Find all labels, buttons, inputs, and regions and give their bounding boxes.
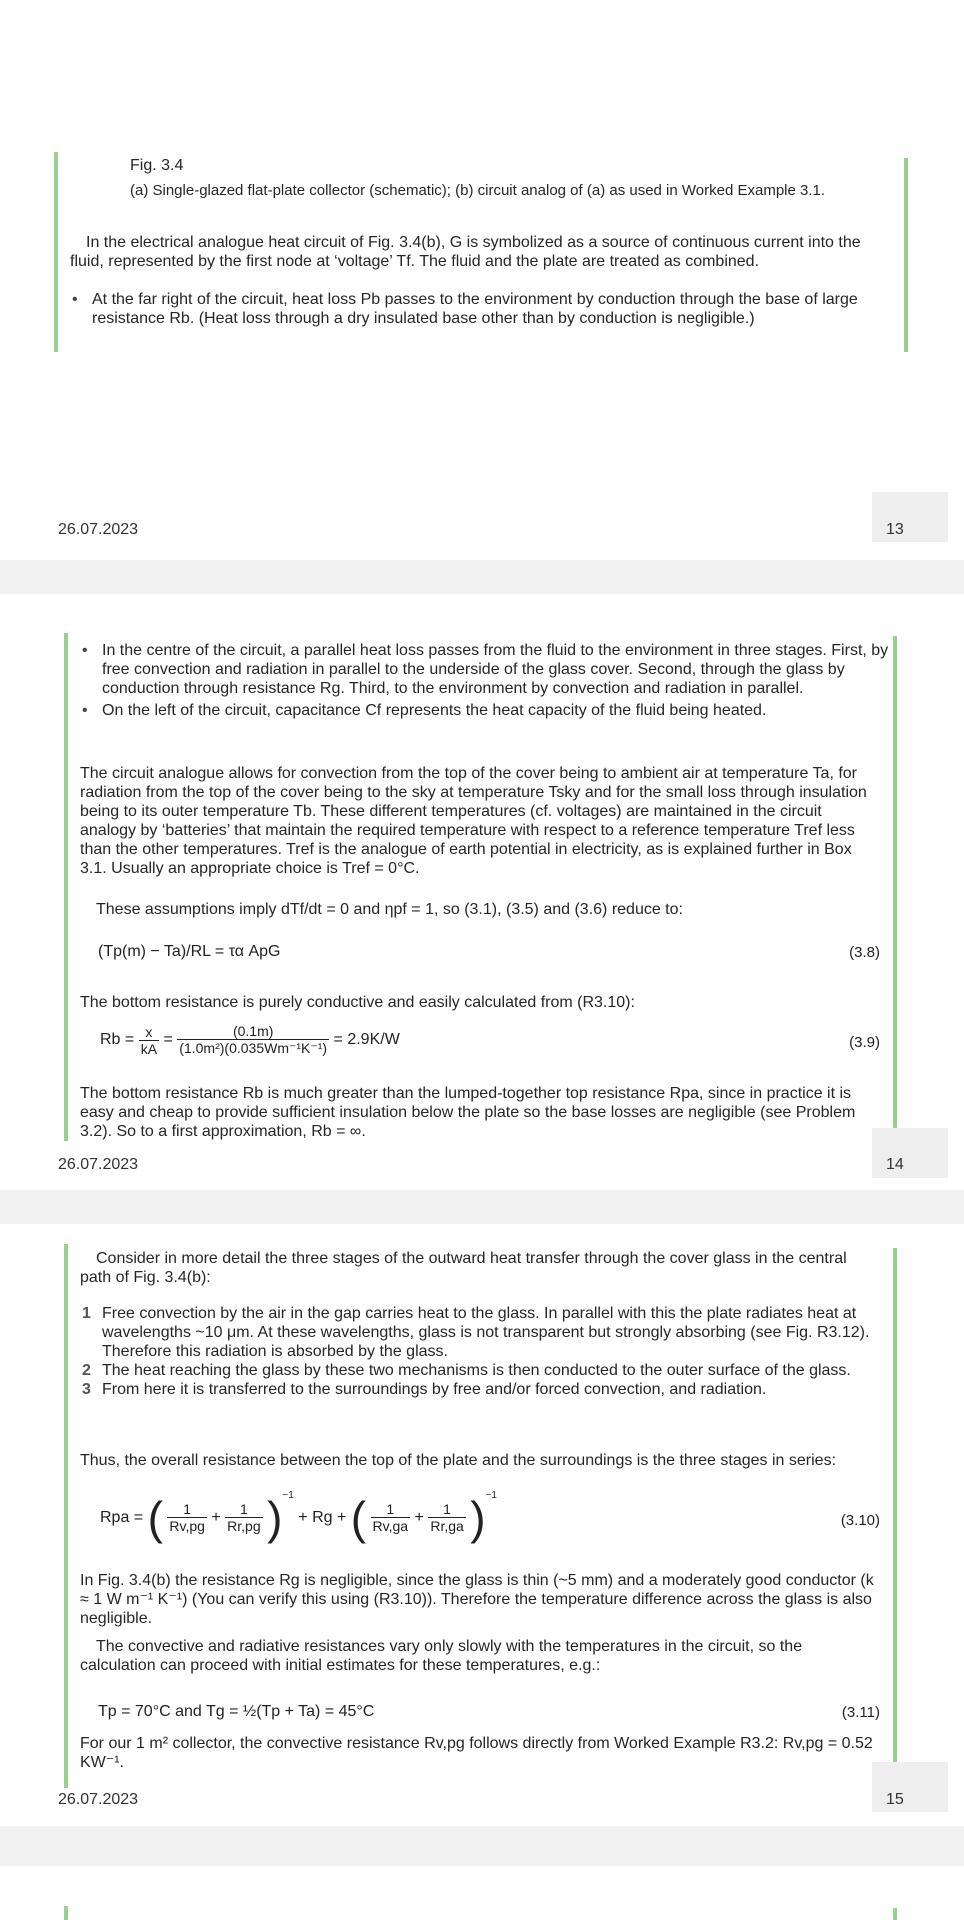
numerator: 1 <box>371 1501 411 1518</box>
equation-number: (3.9) <box>849 1034 880 1051</box>
page-number: 14 <box>886 1156 904 1173</box>
equation-number: (3.10) <box>840 1512 880 1529</box>
bullet-list <box>80 641 890 720</box>
page-number-box <box>872 1128 948 1178</box>
numerator: 1 <box>225 1501 262 1518</box>
slide-date: 26.07.2023 <box>58 1791 139 1808</box>
figure-label: Fig. 3.4 <box>130 157 184 174</box>
page-number-box <box>872 492 948 542</box>
fraction <box>428 1501 465 1534</box>
equation-3-11: Tp = 70°C and Tg = ½(Tp + Ta) = 45°C <box>98 1703 375 1720</box>
paragraph: The bottom resistance is purely conductive and easily calculated from (R3.10): <box>80 994 635 1011</box>
paragraph: Consider in more detail the three stages of the outward heat transfer through the cover glass in the central path of Fig. 3.4(b): <box>80 1250 847 1286</box>
slide-divider <box>0 1190 964 1224</box>
item-text: From here it is transferred to the surroundings by free and/or forced convection, and radiation. <box>102 1381 767 1398</box>
item-number: 2 <box>82 1362 91 1379</box>
denominator: Rr,pg <box>227 1518 261 1535</box>
denominator: kA <box>140 1040 158 1057</box>
exponent: −1 <box>282 1490 294 1501</box>
paragraph: In Fig. 3.4(b) the resistance Rg is negligible, since the glass is thin (~5 mm) and a moderately good conductor (k ≈ 1 W m⁻¹ K⁻¹) (You can verify this using (R3.10)). Therefore the temperature difference across the glass is also negligible. <box>80 1572 874 1627</box>
slide-divider <box>0 1826 964 1866</box>
list-item <box>80 1304 880 1361</box>
list-item <box>80 1361 880 1380</box>
denominator: Rr,ga <box>430 1518 464 1535</box>
item-text: Free convection by the air in the gap carries heat to the glass. In parallel with this the plate radiates heat at wavelengths ~10 μm. At these wavelengths, glass is not transparent but strongly absorbing (see Fig. R3.12). Therefore this radiation is absorbed by the glass. <box>102 1305 870 1360</box>
denominator: Rv,pg <box>169 1518 205 1535</box>
page-number: 13 <box>886 521 904 538</box>
bullet-item: • At the far right of the circuit, heat loss Pb passes to the environment by conduction through the base of large resistance Rb. (Heat loss through a dry insulated base other than by conduction is negligible.) <box>70 290 896 328</box>
numbered-list <box>80 1304 880 1399</box>
slide-divider <box>0 560 964 594</box>
figure-caption: (a) Single-glazed flat-plate collector (schematic); (b) circuit analog of (a) as used in Worked Example 3.1. <box>130 182 826 199</box>
paragraph: These assumptions imply dTf/dt = 0 and ηpf = 1, so (3.1), (3.5) and (3.6) reduce to: <box>96 901 683 918</box>
equation-number: (3.11) <box>841 1704 880 1721</box>
bullet-item: • In the centre of the circuit, a parallel heat loss passes from the fluid to the environment in three stages. First, by free convection and radiation in parallel to the underside of the glass cover. Second, through the glass by conduction through resistance Rg. Third, to the environment by convection and radiation in parallel. <box>80 641 890 698</box>
accent-bar-left <box>54 152 58 352</box>
slide-date: 26.07.2023 <box>58 521 139 538</box>
accent-bar-left <box>64 1244 68 1788</box>
equation-3-9: Rb = $\frac{x}{kA}$ = $\frac{(0.1m)}{\text{(1.0m²)(0.035Wm⁻¹K⁻¹)}}$ = 2.9K/W <box>100 1023 400 1057</box>
fraction <box>225 1501 262 1534</box>
fraction <box>167 1501 207 1534</box>
equation-3-10: Rpa = ( $\frac{1}{Rv,pg}$ + $\frac{1}{Rr,pg}$ )$^{-1}$ + Rg + ( $\frac{1}{Rv,ga}$ + $\frac{1}{Rr,ga}$ )$^{-1}$ <box>100 1490 497 1544</box>
paragraph: The bottom resistance Rb is much greater than the lumped-together top resistance Rpa, since in practice it is easy and cheap to provide sufficient insulation below the plate so the base losses are negligible (see Problem 3.2). So to a first approximation, Rb = ∞. <box>80 1085 856 1140</box>
eq-lhs: Rpa = <box>100 1509 144 1526</box>
numerator: 1 <box>167 1501 207 1518</box>
paragraph: The circuit analogue allows for convection from the top of the cover being to ambient air at temperature Ta, for radiation from the top of the cover being to the sky at temperature Tsky and for the small loss through insulation being to its outer temperature Tb. These different temperatures (cf. voltages) are maintained in the circuit analogy by ‘batteries’ that maintain the required temperature with respect to a reference temperature Tref less than the other temperatures. Tref is the analogue of earth potential in electricity, as is explained further in Box 3.1. Usually an appropriate choice is Tref = 0°C. <box>80 765 867 877</box>
accent-bar-right <box>893 1908 897 1920</box>
equation-3-8: (Tp(m) − Ta)/RL = τα ApG <box>98 943 281 960</box>
paragraph: Thus, the overall resistance between the top of the plate and the surroundings is the three stages in series: <box>80 1452 837 1469</box>
accent-bar-right <box>893 1248 897 1788</box>
denominator: (1.0m²)(0.035Wm⁻¹K⁻¹) <box>179 1040 328 1056</box>
numerator: x <box>139 1024 159 1041</box>
numerator: (0.1m) <box>177 1023 329 1040</box>
paragraph: For our 1 m² collector, the convective resistance Rv,pg follows directly from Worked Example R3.2: Rv,pg = 0.52 KW⁻¹. <box>80 1735 873 1771</box>
page-number-box <box>872 1762 948 1812</box>
fraction <box>177 1023 329 1057</box>
eq-rhs: = 2.9K/W <box>333 1031 400 1049</box>
fraction <box>371 1501 411 1534</box>
accent-bar-right <box>904 158 908 352</box>
list-item <box>80 1380 880 1399</box>
fraction <box>139 1024 159 1057</box>
accent-bar-left <box>64 1906 68 1920</box>
eq-lhs: Rb = <box>100 1031 135 1049</box>
exponent: −1 <box>485 1490 497 1501</box>
numerator: 1 <box>428 1501 465 1518</box>
slide-date: 26.07.2023 <box>58 1156 139 1173</box>
equation-number: (3.8) <box>849 944 880 961</box>
item-number: 1 <box>82 1305 91 1322</box>
accent-bar-left <box>64 633 68 1141</box>
eq-middle: + Rg + <box>298 1509 347 1526</box>
denominator: Rv,ga <box>372 1518 409 1535</box>
page-number: 15 <box>886 1791 904 1808</box>
paragraph: The convective and radiative resistances vary only slowly with the temperatures in the circuit, so the calculation can proceed with initial estimates for these temperatures, e.g.: <box>80 1638 803 1674</box>
bullet-list <box>70 290 896 328</box>
bullet-item: • On the left of the circuit, capacitance Cf represents the heat capacity of the fluid being heated. <box>80 701 890 720</box>
accent-bar-right <box>893 636 897 1141</box>
item-text: The heat reaching the glass by these two mechanisms is then conducted to the outer surface of the glass. <box>102 1362 851 1379</box>
item-number: 3 <box>82 1381 91 1398</box>
paragraph: In the electrical analogue heat circuit of Fig. 3.4(b), G is symbolized as a source of continuous current into the fluid, represented by the first node at ‘voltage’ Tf. The fluid and the plate are treated as combined. <box>70 234 861 270</box>
